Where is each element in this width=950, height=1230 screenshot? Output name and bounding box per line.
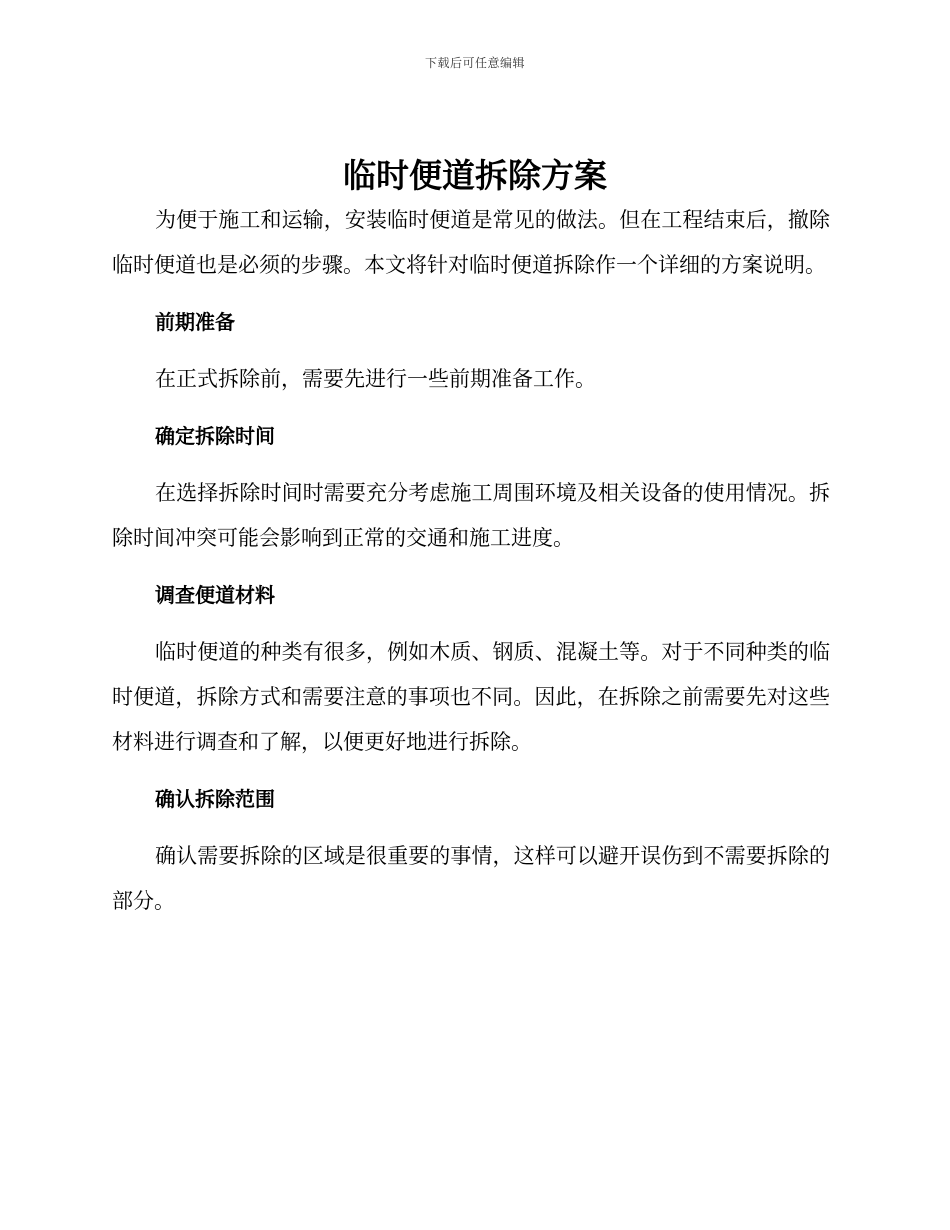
section-heading-materials: 调查便道材料 [155, 583, 275, 607]
document-title: 临时便道拆除方案 [343, 156, 607, 195]
section-paragraph-scope: 确认需要拆除的区域是很重要的事情，这样可以避开误伤到不需要拆除的部分。 [112, 844, 830, 913]
section-paragraph-timing: 在选择拆除时间时需要充分考虑施工周围环境及相关设备的使用情况。拆除时间冲突可能会影响到正常的交通和施工进度。 [112, 481, 830, 550]
section-heading-scope: 确认拆除范围 [155, 787, 275, 811]
intro-paragraph: 为便于施工和运输，安装临时便道是常见的做法。但在工程结束后，撤除临时便道也是必须的步骤。本文将针对临时便道拆除作一个详细的方案说明。 [112, 208, 830, 277]
section-paragraph-preparation: 在正式拆除前，需要先进行一些前期准备工作。 [155, 367, 596, 391]
section-heading-timing: 确定拆除时间 [155, 424, 275, 448]
header-note: 下载后可任意编辑 [424, 56, 525, 70]
section-paragraph-materials: 临时便道的种类有很多，例如木质、钢质、混凝土等。对于不同种类的临时便道，拆除方式和需要注意的事项也不同。因此，在拆除之前需要先对这些材料进行调查和了解，以便更好地进行拆除。 [112, 640, 830, 754]
section-heading-preparation: 前期准备 [155, 310, 235, 334]
document-body [112, 198, 830, 924]
